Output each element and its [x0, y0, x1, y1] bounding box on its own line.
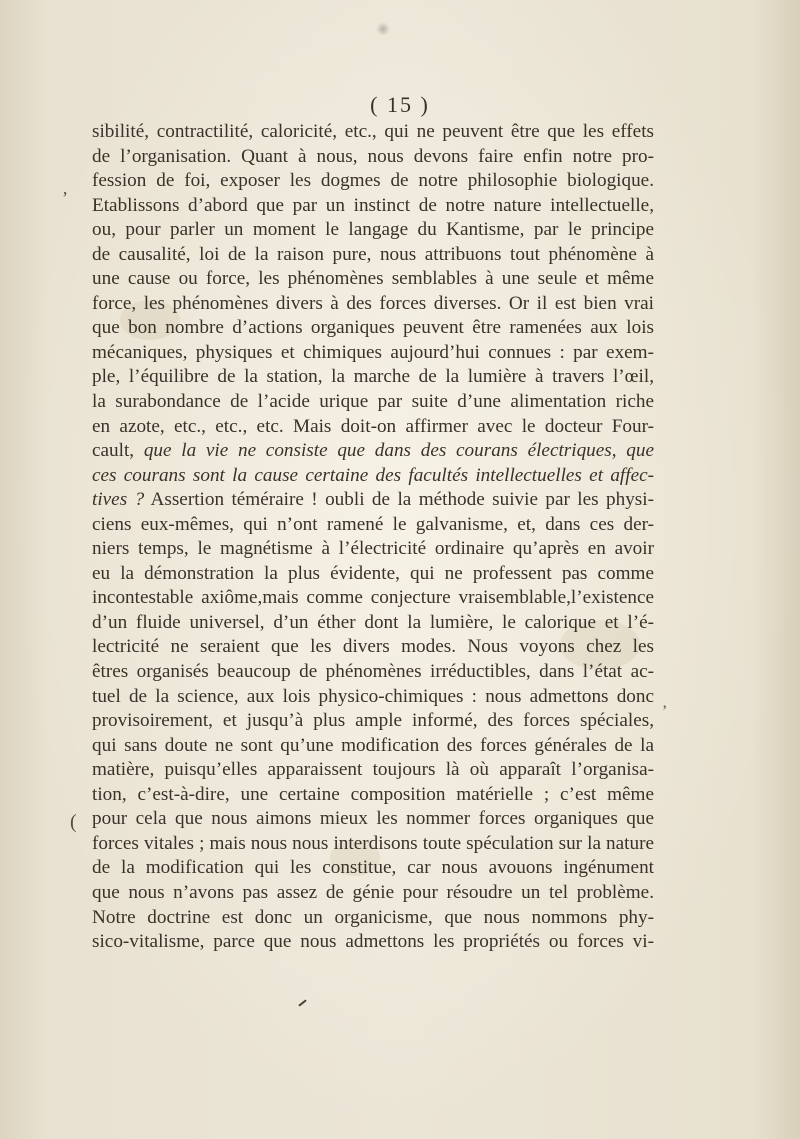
text-run: d’un fluide universel, d’un éther dont la lumière, le calorique et l’é-: [92, 611, 654, 633]
text-run: cault,: [92, 440, 144, 462]
text-run: incontestable axiôme,mais comme conjecture vraisemblable,l’existence: [92, 587, 654, 609]
text-line: [92, 537, 654, 562]
text-line: [92, 660, 654, 685]
text-line: [92, 194, 654, 219]
text-line: [92, 316, 654, 341]
text-run: une cause ou force, les phénomènes semblables à une seule et même: [92, 268, 654, 290]
text-line: [92, 906, 654, 931]
text-line: [92, 439, 654, 464]
text-run: en azote, etc., etc., etc. Mais doit-on affirmer avec le docteur Four-: [92, 415, 654, 437]
margin-mark: (: [70, 811, 77, 833]
text-run: de la modification qui les constitue, car nous avouons ingénument: [92, 857, 654, 879]
text-run: Etablissons d’abord que par un instinct de notre nature intellectuelle,: [92, 194, 654, 216]
text-line: [92, 292, 654, 317]
text-line: [92, 415, 654, 440]
text-run: êtres organisés beaucoup de phénomènes irréductibles, dans l’état ac-: [92, 661, 654, 683]
text-run: de causalité, loi de la raison pure, nous attribuons tout phénomène à: [92, 243, 654, 265]
text-run: eu la démonstration la plus évidente, qui ne professent pas comme: [92, 562, 654, 584]
ink-smudge: [376, 22, 390, 36]
text-line: [92, 562, 654, 587]
text-line: [92, 783, 654, 808]
text-run: ,: [611, 440, 627, 462]
text-line: [92, 832, 654, 857]
italic-text: que la vie ne consiste que dans des courans électriques: [143, 440, 612, 462]
text-line: [92, 930, 654, 955]
italic-text: ces courans sont la cause certaine des facultés intellectuelles et affec-: [92, 464, 654, 486]
text-run: que bon nombre d’actions organiques peuvent être ramenées aux lois: [92, 317, 654, 339]
text-run: que nous n’avons pas assez de génie pour résoudre un tel problème.: [92, 881, 654, 903]
text-line: [92, 611, 654, 636]
text-line: [92, 635, 654, 660]
ink-mark: [298, 999, 306, 1006]
margin-mark: ‚: [662, 694, 668, 711]
text-run: fession de foi, exposer les dogmes de notre philosophie biologique.: [92, 170, 654, 192]
text-run: tuel de la science, aux lois physico-chimiques : nous admettons donc: [92, 685, 654, 707]
italic-text: tives ?: [92, 489, 145, 511]
text-line: [92, 709, 654, 734]
body-text: [92, 120, 654, 955]
text-run: tion, c’est-à-dire, une certaine composition matérielle ; c’est même: [92, 783, 654, 805]
text-line: [92, 120, 654, 145]
text-line: [92, 758, 654, 783]
text-run: la surabondance de l’acide urique par suite d’une alimentation riche: [92, 391, 654, 413]
text-line: [92, 856, 654, 881]
text-run: force, les phénomènes divers à des forces diverses. Or il est bien vrai: [92, 292, 654, 314]
text-line: [92, 488, 654, 513]
text-line: [92, 243, 654, 268]
text-run: ple, l’équilibre de la station, la marche de la lumière à travers l’œil,: [92, 366, 654, 388]
text-line: [92, 464, 654, 489]
text-line: [92, 390, 654, 415]
text-line: [92, 169, 654, 194]
margin-mark: ‚: [62, 178, 68, 198]
text-run: lectricité ne seraient que les divers modes. Nous voyons chez les: [92, 636, 654, 658]
text-line: [92, 218, 654, 243]
text-run: provisoirement, et jusqu’à plus ample informé, des forces spéciales,: [92, 710, 654, 732]
text-run: ciens eux-mêmes, qui n’ont ramené le galvanisme, et, dans ces der-: [92, 513, 654, 535]
text-line: [92, 341, 654, 366]
text-run: sibilité, contractilité, caloricité, etc., qui ne peuvent être que les effets: [92, 121, 654, 142]
text-line: [92, 685, 654, 710]
text-run: mécaniques, physiques et chimiques aujourd’hui connues : par exem-: [92, 341, 654, 363]
text-run: pour cela que nous aimons mieux les nommer forces organiques que: [92, 808, 654, 830]
text-line: [92, 881, 654, 906]
text-run: Assertion téméraire ! oubli de la méthode suivie par les physi-: [144, 489, 654, 511]
text-run: Notre doctrine est donc un organicisme, que nous nommons phy-: [92, 906, 654, 928]
text-line: [92, 267, 654, 292]
italic-text: que: [626, 440, 655, 462]
text-run: forces vitales ; mais nous nous interdisons toute spéculation sur la nature: [92, 832, 654, 854]
text-run: ou, pour parler un moment le langage du Kantisme, par le principe: [92, 219, 654, 241]
text-run: sico-vitalisme, parce que nous admettons les propriétés ou forces vi-: [92, 931, 654, 953]
text-line: [92, 365, 654, 390]
text-run: qui sans doute ne sont qu’une modification des forces générales de la: [92, 734, 654, 756]
text-line: [92, 807, 654, 832]
text-run: matière, puisqu’elles apparaissent toujours là où apparaît l’organisa-: [92, 759, 654, 781]
page-number: ( 15 ): [370, 92, 430, 117]
text-line: [92, 513, 654, 538]
text-line: [92, 586, 654, 611]
text-run: niers temps, le magnétisme à l’électricité ordinaire qu’après en avoir: [92, 538, 654, 560]
text-run: de l’organisation. Quant à nous, nous devons faire enfin notre pro-: [92, 145, 654, 167]
text-line: [92, 734, 654, 759]
text-line: [92, 145, 654, 170]
